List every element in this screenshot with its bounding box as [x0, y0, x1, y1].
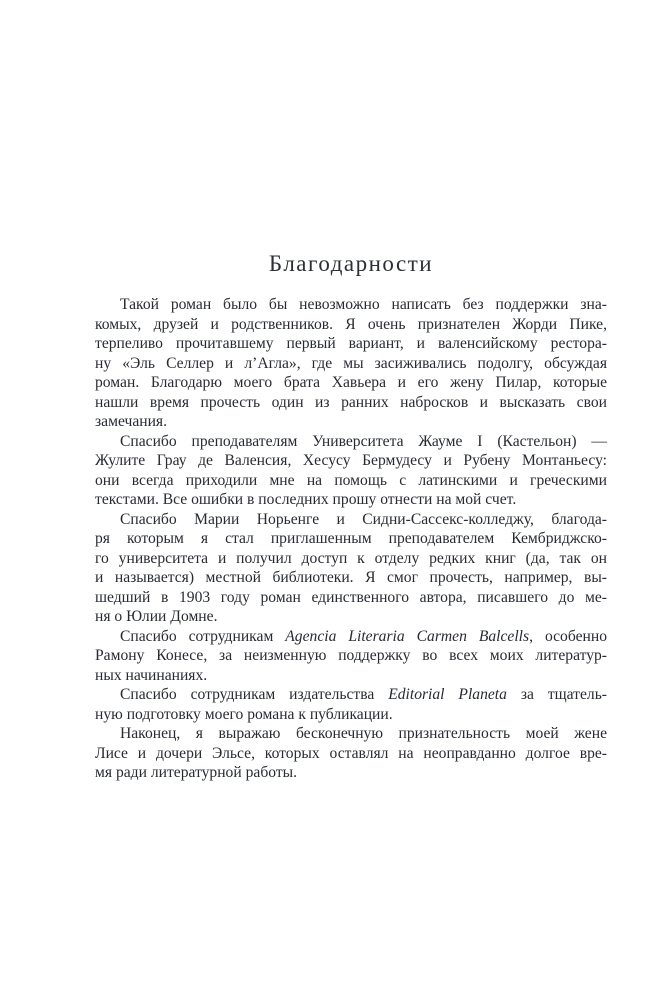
- text-line: [95, 744, 607, 764]
- plain-text: и называется) местной библиотеки. Я смог прочесть, например, вы-: [95, 569, 607, 586]
- plain-text: ря которым я стал приглашенным преподавателем Кембриджско-: [95, 530, 607, 547]
- text-line: [95, 490, 607, 510]
- text-line: [95, 354, 607, 374]
- plain-text: ну «Эль Селлер и л’Агла», где мы засиживались подолгу, обсуждая: [95, 354, 607, 372]
- plain-text: замечания.: [95, 413, 168, 430]
- plain-text: терпеливо прочитавшему первый вариант, и валенсийскому рестора-: [95, 335, 607, 352]
- plain-text: ных начинаниях.: [95, 666, 208, 684]
- text-line: [95, 432, 607, 452]
- text-line: [95, 334, 607, 354]
- plain-text: комых, друзей и родственников. Я очень признателен Жорди Пике,: [95, 315, 607, 333]
- text-line: [95, 315, 607, 335]
- text-line: [95, 588, 607, 608]
- plain-text: за тщатель-: [506, 686, 608, 703]
- plain-text: роман. Благодарю моего брата Хавьера и его жену Пилар, которые: [95, 374, 607, 391]
- paragraph: [95, 295, 607, 432]
- italic-text: Editorial Planeta: [388, 686, 507, 703]
- text-line: [95, 627, 607, 647]
- paragraph: [95, 510, 607, 627]
- plain-text: Лисе и дочери Эльсе, которых оставлял на неоправданно долгое вре-: [95, 744, 607, 762]
- text-line: [95, 412, 607, 432]
- text-line: [95, 451, 607, 471]
- text-line: [95, 529, 607, 549]
- plain-text: текстами. Все ошибки в последних прошу отнести на мой счет.: [95, 491, 517, 508]
- text-line: [95, 666, 607, 686]
- text-line: [95, 549, 607, 569]
- plain-text: ня о Юлии Домне.: [95, 608, 218, 625]
- text-line: [95, 705, 607, 725]
- plain-text: они всегда приходили мне на помощь с латинскими и греческими: [95, 471, 607, 489]
- text-line: [95, 763, 607, 783]
- paragraph: [95, 724, 607, 783]
- plain-text: Такой роман было бы невозможно написать без поддержки зна-: [120, 296, 607, 313]
- text-line: [95, 607, 607, 627]
- plain-text: Наконец, я выражаю бесконечную признательность моей жене: [120, 725, 607, 742]
- text-line: [95, 295, 607, 315]
- text-line: [95, 471, 607, 491]
- chapter-title: Благодарности: [268, 251, 434, 276]
- text-line: [95, 724, 607, 744]
- plain-text: го университета и получил доступ к отделу редких книг (да, так он: [95, 549, 607, 567]
- text-line: [95, 568, 607, 588]
- plain-text: Спасибо Марии Норьенге и Сидни-Сассекс-колледжу, благода-: [120, 510, 607, 528]
- text-line: [95, 393, 607, 413]
- paragraph: [95, 627, 607, 686]
- paragraph: [95, 432, 607, 510]
- italic-text: Agencia Literaria Carmen Balcells: [285, 627, 530, 645]
- plain-text: Спасибо сотрудникам: [120, 627, 286, 645]
- text-line: [95, 685, 607, 705]
- text-line: [95, 646, 607, 666]
- plain-text: Спасибо преподавателям Университета Жауме I (Кастельон) —: [120, 432, 607, 450]
- plain-text: шедший в 1903 году роман единственного автора, писавшего до ме-: [95, 588, 607, 606]
- plain-text: Жулите Грау де Валенсия, Хесусу Бермудесу и Рубену Монтаньесу:: [95, 452, 607, 469]
- plain-text: нашли время прочесть один из ранних набросков и высказать свои: [95, 393, 607, 411]
- plain-text: ную подготовку моего романа к публикации.: [95, 705, 393, 723]
- text-line: [95, 510, 607, 530]
- plain-text: Рамону Конесе, за неизменную поддержку во всех моих литератур-: [95, 647, 607, 664]
- body-text: [95, 295, 607, 783]
- plain-text: , особенно: [529, 627, 607, 645]
- text-line: [95, 373, 607, 393]
- plain-text: мя ради литературной работы.: [95, 764, 298, 781]
- paragraph: [95, 685, 607, 724]
- plain-text: Спасибо сотрудникам издательства: [120, 686, 389, 703]
